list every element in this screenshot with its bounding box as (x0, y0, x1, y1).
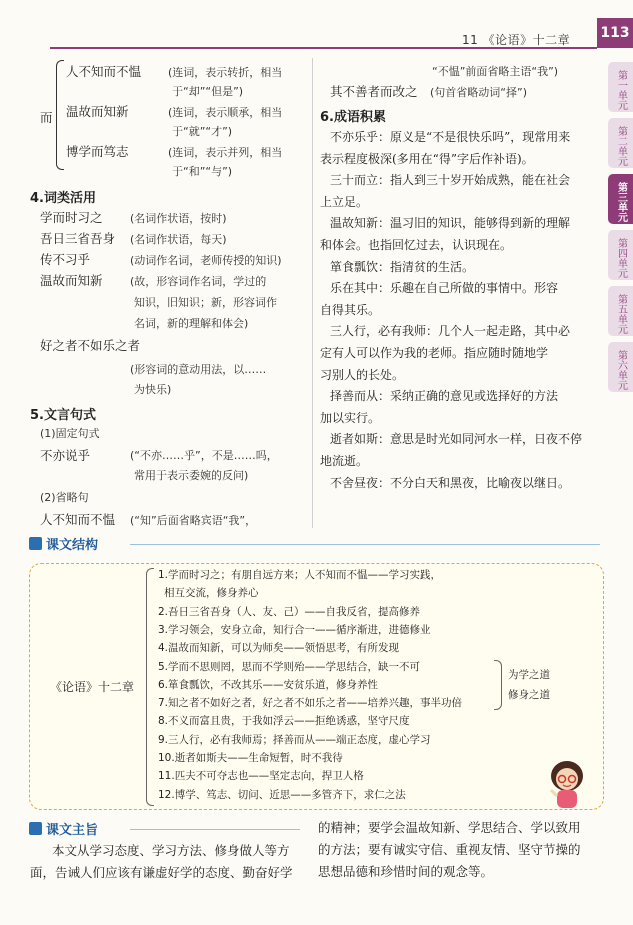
omit2-note: (句首省略动词“择”) (430, 86, 527, 99)
structure-item: 6.箪食瓢饮，不改其乐——安贫乐道，修身养性 (158, 678, 379, 691)
idiom-line: 习别人的长处。 (320, 367, 405, 382)
theme-section-header (29, 818, 98, 838)
sec4-note-4b: 知识，旧知识；新，形容词作 (134, 296, 277, 309)
omit-note: (“知”后面省略宾语“我”， (130, 514, 257, 527)
idiom-line: 乐在其中：乐趣在自己所做的事情中。形容 (330, 281, 559, 296)
sec4-phrase-3: 传不习乎 (40, 252, 91, 267)
girl-mascot-icon (545, 756, 589, 812)
tab-unit-3[interactable]: 第三单元 (608, 174, 633, 224)
er-brace (56, 60, 64, 170)
sec4-note-5a: (形容词的意动用法，以…… (130, 363, 267, 376)
idiom-line: 不舍昼夜：不分白天和黑夜，比喻夜以继日。 (330, 475, 571, 490)
structure-item: 1.学而时习之；有朋自远方来；人不知而不愠——学习实践， (158, 569, 442, 581)
fixed-phrase: 不亦说乎 (40, 448, 91, 463)
section-5-title: 5.文言句式 (30, 408, 96, 423)
sec4-phrase-2: 吾日三省吾身 (40, 231, 116, 246)
chapter-header: 11 《论语》十二章 (462, 33, 571, 47)
structure-item: 9.三人行，必有我师焉；择善而从——端正态度，虚心学习 (158, 733, 431, 746)
idiom-line: 箪食瓢饮：指清贫的生活。 (330, 259, 475, 274)
structure-item: 11.匹夫不可夺志也——坚定志向，捍卫人格 (158, 770, 364, 783)
structure-section-header (29, 533, 98, 553)
theme-rule (130, 829, 300, 830)
er-note-1b: 于“却”“但是”) (172, 85, 244, 98)
er-phrase-3: 博学而笃志 (66, 144, 129, 159)
omit-note-cont: “不愠”前面省略主语“我”) (432, 65, 559, 78)
header-rule (50, 47, 597, 49)
structure-brace-left (146, 568, 154, 806)
er-phrase-1: 人不知而不愠 (66, 64, 142, 79)
sec4-note-4c: 名词，新的理解和体会) (134, 317, 249, 330)
structure-right-1: 为学之道 (508, 669, 550, 681)
theme-section-title: 课文主旨 (46, 822, 99, 838)
sec4-phrase-5: 好之者不如乐之者 (40, 338, 141, 353)
tab-unit-5[interactable]: 第五单元 (608, 286, 633, 336)
section-6-title: 6.成语积累 (320, 110, 386, 125)
sec4-note-2: (名词作状语，每天) (130, 233, 227, 246)
fixed-note-1: (“不亦……乎”，不是……吗， (130, 449, 278, 462)
sec4-phrase-4: 温故而知新 (40, 273, 103, 288)
sec4-phrase-1: 学而时习之 (40, 210, 103, 225)
tab-unit-6[interactable]: 第六单元 (608, 342, 633, 392)
omit2-phrase: 其不善者而改之 (330, 84, 418, 99)
er-phrase-2: 温故而知新 (66, 104, 129, 119)
idiom-line: 定有人可以作为我的老师。指应随时随地学 (320, 346, 549, 360)
theme-right-2: 的方法；要有诚实守信、重视友情、坚守节操的 (318, 842, 581, 857)
idiom-line: 三人行，必有我师：几个人一起走路，其中必 (330, 324, 571, 339)
er-note-2a: (连词，表示顺承，相当 (168, 106, 283, 119)
idiom-line: 三十而立：指人到三十岁开始成熟，能在社会 (330, 173, 571, 188)
section-4-title: 4.词类活用 (30, 191, 96, 206)
structure-item: 10.逝者如斯夫——生命短暂，时不我待 (158, 752, 343, 764)
theme-left-1: 本文从学习态度、学习方法、修身做人等方 (52, 843, 290, 858)
sec4-note-5b: 为快乐) (134, 383, 172, 396)
theme-left-2: 面，告诫人们应该有谦虚好学的态度、勤奋好学 (30, 865, 293, 880)
sub-fixed-title: (1)固定句式 (40, 427, 100, 440)
structure-item: 12.博学、笃志、切问、近思——多管齐下，求仁之法 (158, 788, 406, 801)
structure-root: 《论语》十二章 (50, 680, 135, 694)
idiom-line: 上立足。 (320, 194, 369, 209)
structure-brace-right (494, 660, 502, 710)
structure-item: 相互交流，修身养心 (164, 587, 259, 600)
idiom-line: 加以实行。 (320, 410, 381, 425)
structure-rule (130, 544, 600, 545)
idiom-line: 和体会。也指回忆过去，认识现在。 (320, 238, 513, 252)
structure-item: 4.温故而知新，可以为师矣——领悟思考，有所发现 (158, 642, 400, 655)
eye-icon (29, 822, 42, 835)
idiom-line: 地流逝。 (320, 454, 369, 468)
tab-unit-1[interactable]: 第一单元 (608, 62, 633, 112)
idiom-line: 自得其乐。 (320, 302, 381, 317)
er-note-3a: (连词，表示并列，相当 (168, 146, 283, 159)
unit-tabs (608, 62, 633, 398)
er-char: 而 (40, 110, 53, 125)
sec4-note-1: (名词作状语，按时) (130, 212, 227, 225)
column-divider (312, 58, 313, 528)
structure-item: 2.吾日三省吾身（人、友、己）——自我反省，提高修养 (158, 605, 421, 618)
structure-item: 3.学习领会，安身立命，知行合一——循序渐进，进德修业 (158, 623, 431, 636)
structure-item: 5.学而不思则罔，思而不学则殆——学思结合，缺一不可 (158, 660, 421, 673)
idiom-line: 表示程度极深(多用在“得”字后作补语)。 (320, 151, 534, 166)
theme-right-1: 的精神；要学会温故知新、学思结合、学以致用 (318, 820, 581, 835)
structure-item: 8.不义而富且贵，于我如浮云——拒绝诱惑，坚守尺度 (158, 715, 410, 728)
page-number: 113 (597, 18, 633, 48)
sec4-note-4a: (故，形容词作名词，学过的 (130, 275, 267, 288)
idiom-line: 逝者如斯：意思是时光如同河水一样，日夜不停 (330, 432, 583, 447)
er-note-3b: 于“和”“与”) (172, 165, 233, 178)
omit-phrase: 人不知而不愠 (40, 512, 116, 527)
tab-unit-2[interactable]: 第二单元 (608, 118, 633, 168)
sec4-note-3: (动词作名词，老师传授的知识) (130, 254, 282, 267)
sub-omit-title: (2)省略句 (40, 491, 89, 504)
idiom-line: 温故知新：温习旧的知识，能够得到新的理解 (330, 216, 571, 231)
structure-section-title: 课文结构 (46, 537, 99, 553)
idiom-line: 不亦乐乎：原义是“不是很快乐吗”，现常用来 (330, 130, 571, 144)
structure-right-2: 修身之道 (508, 689, 550, 701)
idiom-line: 择善而从：采纳正确的意见或选择好的方法 (330, 389, 559, 404)
fixed-note-2: 常用于表示委婉的反问) (134, 469, 249, 482)
tab-unit-4[interactable]: 第四单元 (608, 230, 633, 280)
structure-item: 7.知之者不如好之者，好之者不如乐之者——培养兴趣，事半功倍 (158, 697, 463, 710)
theme-right-3: 思想品德和珍惜时间的观念等。 (318, 864, 494, 879)
er-note-1a: (连词，表示转折，相当 (168, 66, 283, 79)
er-note-2b: 于“就”“才”) (172, 125, 233, 138)
book-icon (29, 537, 42, 550)
